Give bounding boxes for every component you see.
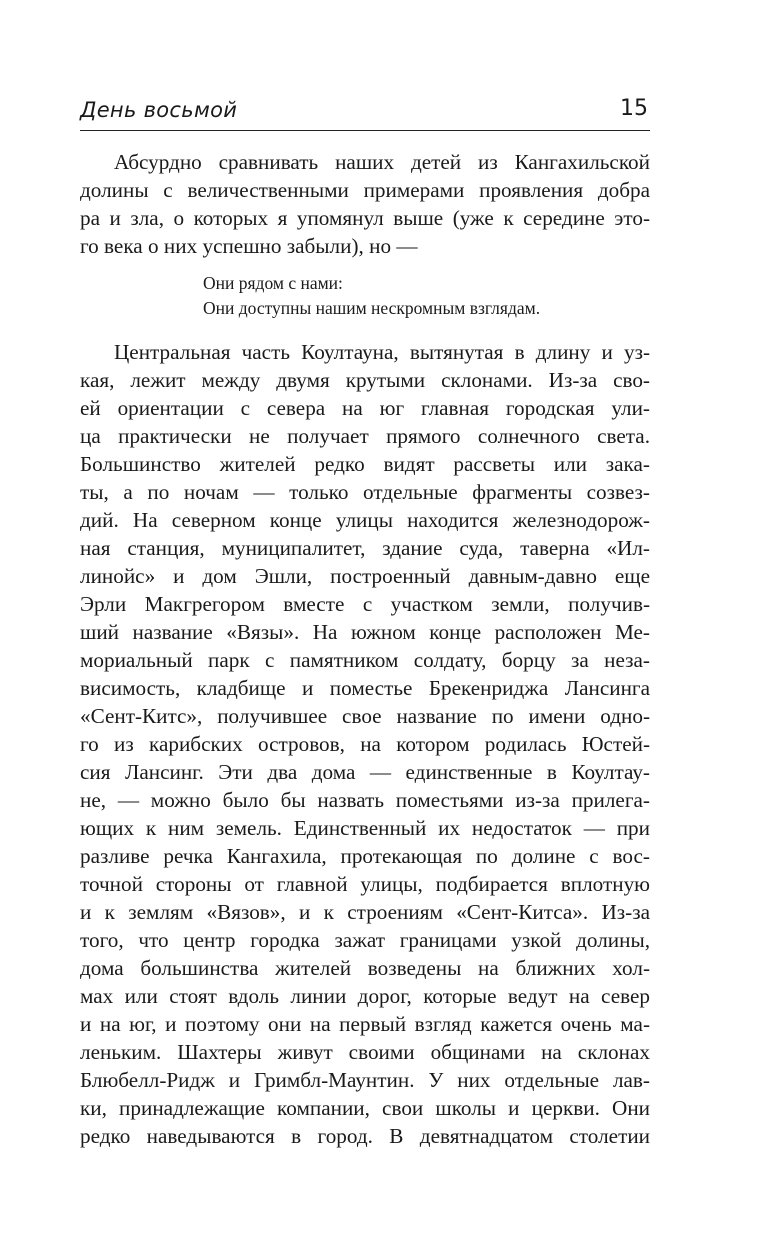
text-line: разливе речка Кангахила, протекающая по долине с вос- xyxy=(80,844,650,868)
running-head xyxy=(80,96,650,131)
text-line: го века о них успешно забыли), но — xyxy=(80,234,418,258)
text-line: и на юг, и поэтому они на первый взгляд кажется очень ма- xyxy=(80,1012,650,1036)
text-line: сия Лансинг. Эти два дома — единственные в Коултау- xyxy=(80,760,650,784)
text-line: ная станция, муниципалитет, здание суда, таверна «Ил- xyxy=(80,536,650,560)
text-line: редко наведываются в город. В девятнадцатом столетии xyxy=(80,1124,650,1148)
text-line: кая, лежит между двумя крутыми склонами. Из-за сво- xyxy=(80,368,650,392)
epigraph-line: Они рядом с нами: xyxy=(203,273,343,293)
text-line: леньким. Шахтеры живут своими общинами на склонах xyxy=(80,1040,650,1064)
text-line: ки, принадлежащие компании, свои школы и церкви. Они xyxy=(80,1096,650,1120)
epigraph-line: Они доступны нашим нескромным взглядам. xyxy=(203,298,541,318)
text-line: мориальный парк с памятником солдату, борцу за неза- xyxy=(80,648,650,672)
text-line: Большинство жителей редко видят рассветы или зака- xyxy=(80,452,650,476)
text-line: «Сент-Китс», получившее свое название по имени одно- xyxy=(80,704,650,728)
text-line: дий. На северном конце улицы находится железнодорож- xyxy=(80,508,650,532)
text-line: точной стороны от главной улицы, подбирается вплотную xyxy=(80,872,650,896)
text-line: мах или стоят вдоль линии дорог, которые ведут на север xyxy=(80,984,650,1008)
text-line: того, что центр городка зажат границами узкой долины, xyxy=(80,928,650,952)
text-line: ющих к ним земель. Единственный их недостаток — при xyxy=(80,816,650,840)
text-line: ца практически не получает прямого солнечного света. xyxy=(80,424,650,448)
text-line: ра и зла, о которых я упомянул выше (уже к середине это- xyxy=(80,206,650,230)
text-line: Центральная часть Коултауна, вытянутая в длину и уз- xyxy=(114,340,650,364)
text-line: долины с величественными примерами проявления добра xyxy=(80,178,650,202)
text-line: и к землям «Вязов», и к строениям «Сент-Китса». Из-за xyxy=(80,900,650,924)
text-line: ший название «Вязы». На южном конце расположен Ме- xyxy=(80,620,650,644)
text-line: ты, а по ночам — только отдельные фрагменты созвез- xyxy=(80,480,650,504)
text-line: Эрли Макгрегором вместе с участком земли, получив- xyxy=(80,592,650,616)
text-line: Абсурдно сравнивать наших детей из Кангахильской xyxy=(114,150,650,174)
text-line: Блюбелл-Ридж и Гримбл-Маунтин. У них отдельные лав- xyxy=(80,1068,650,1092)
text-line: висимость, кладбище и поместье Брекенриджа Лансинга xyxy=(80,676,650,700)
text-line: дома большинства жителей возведены на ближних хол- xyxy=(80,956,650,980)
page-number: 15 xyxy=(620,96,648,121)
text-line: не, — можно было бы назвать поместьями из-за прилега- xyxy=(80,788,650,812)
text-line: го из карибских островов, на котором родилась Юстей- xyxy=(80,732,650,756)
text-line: линойс» и дом Эшли, построенный давным-давно еще xyxy=(80,564,650,588)
chapter-title: День восьмой xyxy=(80,98,238,122)
text-line: ей ориентации с севера на юг главная городская ули- xyxy=(80,396,650,420)
